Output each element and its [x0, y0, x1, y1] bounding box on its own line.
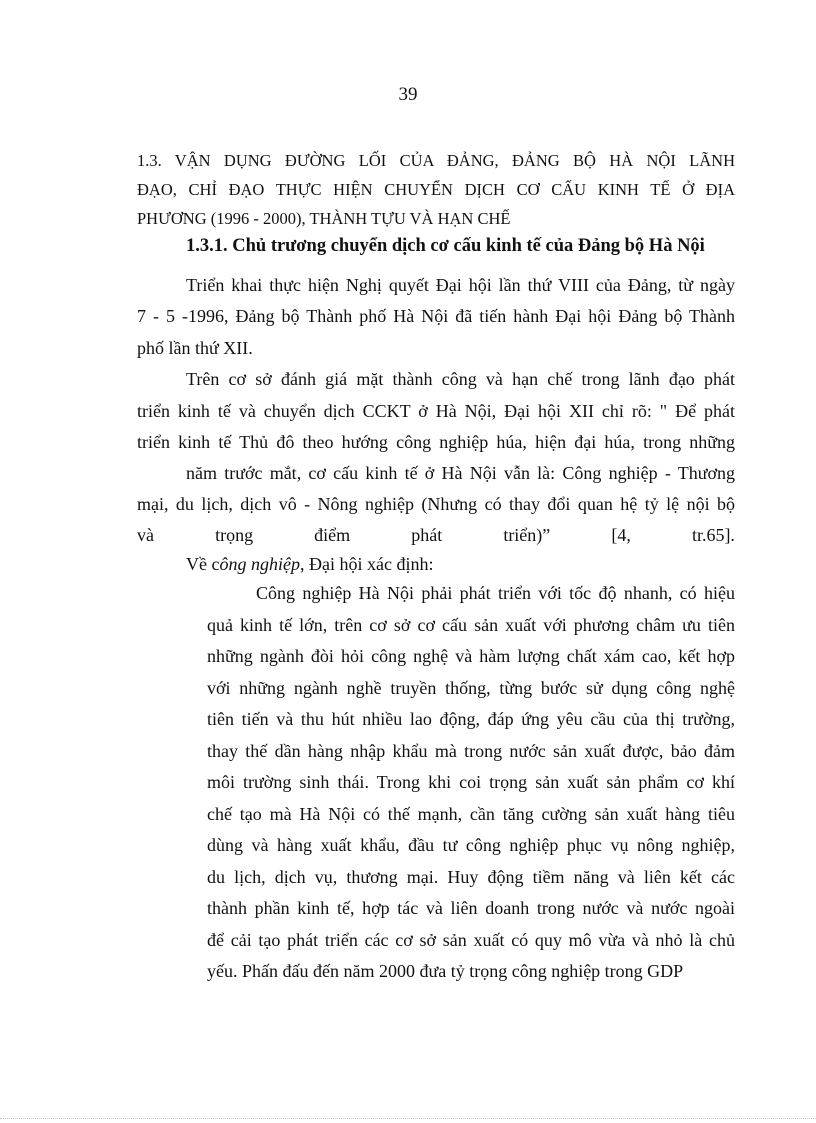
- paragraph-line: triển kinh tế Thủ đô theo hướng công nghiệp húa, hiện đại húa, trong những: [137, 432, 735, 452]
- quote-line: những ngành đòi hỏi công nghệ và hàm lượng chất xám cao, kết hợp: [207, 646, 735, 666]
- citation: [4,: [611, 525, 631, 545]
- section-heading: [137, 146, 735, 233]
- word: và: [137, 525, 154, 545]
- paragraph-line: triển kinh tế và chuyển dịch CCKT ở Hà Nội, Đại hội XII chỉ rõ: " Để phát: [137, 401, 735, 421]
- paragraph-line: mại, du lịch, dịch vô - Nông nghiệp (Nhưng có thay đổi quan hệ tỷ lệ nội bộ: [137, 494, 735, 514]
- word: điểm: [314, 525, 351, 545]
- page-bottom-border: [0, 1118, 816, 1119]
- quote-line: để cải tạo phát triển các cơ sở sản xuất có quy mô vừa và nhỏ là chủ: [207, 929, 735, 950]
- subsection-heading: 1.3.1. Chủ trương chuyển dịch cơ cấu kinh tế của Đảng bộ Hà Nội: [186, 236, 705, 256]
- block-quote: [207, 578, 735, 988]
- section-heading-line: PHƯƠNG (1996 - 2000), THÀNH TỰU VÀ HẠN CHẾ: [137, 209, 511, 228]
- quote-line: tiên tiến và thu hút nhiều lao động, đáp ứng yêu cầu của thị trường,: [207, 709, 735, 729]
- text-run: , Đại hội xác định:: [299, 554, 434, 574]
- quote-line: du lịch, dịch vụ, thương mại. Huy động tiềm năng và liên kết các: [207, 866, 735, 887]
- section-heading-line: 1.3. VẬN DỤNG ĐƯỜNG LỐI CỦA ĐẢNG, ĐẢNG BỘ HÀ NỘI LÃNH: [137, 151, 735, 170]
- text-run: Về c: [186, 554, 220, 574]
- paragraph-last-line: [137, 522, 735, 548]
- word: triển)”: [503, 525, 551, 545]
- word: trọng: [215, 525, 254, 545]
- quote-line: thành phần kinh tế, hợp tác và liên doanh trong nước và nước ngoài: [207, 898, 735, 918]
- page-number: 39: [398, 84, 418, 105]
- paragraph-line: [186, 551, 433, 577]
- quote-line: Công nghiệp Hà Nội phải phát triển với tốc độ nhanh, có hiệu: [256, 583, 735, 603]
- word: phát: [411, 525, 443, 545]
- paragraph-line: 7 - 5 -1996, Đảng bộ Thành phố Hà Nội đã tiến hành Đại hội Đảng bộ Thành: [137, 306, 735, 326]
- quote-line: quả kinh tế lớn, trên cơ sở cơ cấu sản xuất với phương châm ưu tiên: [207, 614, 735, 635]
- paragraph-line: phố lần thứ XII.: [137, 338, 253, 358]
- quote-line: với những ngành nghề truyền thống, từng bước sử dụng công nghệ: [207, 677, 735, 698]
- paragraph-line: Trên cơ sở đánh giá mặt thành công và hạn chế trong lãnh đạo phát: [186, 369, 735, 389]
- paragraph-line: Triển khai thực hiện Nghị quyết Đại hội lần thứ VIII của Đảng, từ ngày: [186, 275, 735, 295]
- quote-line: thay thế dần hàng nhập khẩu mà trong nước sản xuất được, bảo đảm: [207, 740, 735, 761]
- citation: tr.65].: [691, 525, 735, 545]
- quote-line: chế tạo mà Hà Nội có thế mạnh, cần tăng cường sản xuất hàng tiêu: [207, 803, 735, 824]
- quote-line: môi trường sinh thái. Trong khi coi trọng sản xuất sản phẩm cơ khí: [207, 772, 735, 792]
- quote-line: yếu. Phấn đấu đến năm 2000 đưa tỷ trọng công nghiệp trong GDP: [207, 961, 684, 981]
- section-heading-line: ĐẠO, CHỈ ĐẠO THỰC HIỆN CHUYỂN DỊCH CƠ CẤU KINH TẾ Ở ĐỊA: [137, 180, 735, 199]
- quote-line: dùng và hàng xuất khẩu, đầu tư công nghiệp phục vụ nông nghiệp,: [207, 835, 735, 855]
- italic-text: ông nghiệp: [219, 554, 300, 574]
- paragraph-line: năm trước mắt, cơ cấu kinh tế ở Hà Nội vẫn là: Công nghiệp - Thương: [186, 463, 735, 483]
